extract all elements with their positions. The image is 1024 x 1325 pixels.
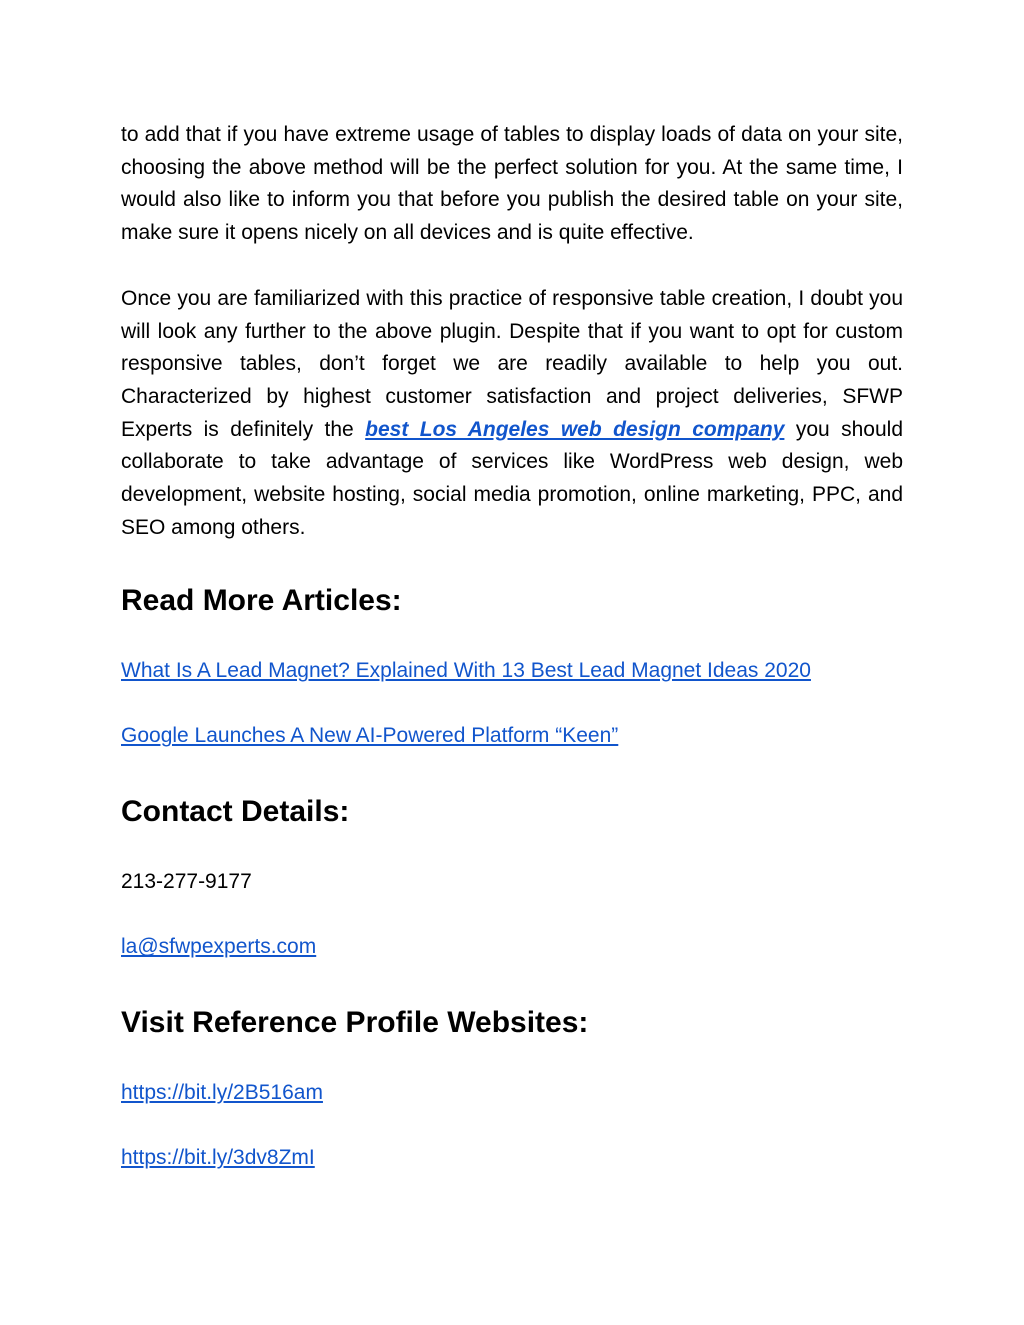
best-los-angeles-web-design-link[interactable]: best Los Angeles web design company [365,417,785,441]
paragraph-text-after-link: you should collaborate to take advantage of services like WordPress web design, web development, website hosting, social media promotion, online marketing, PPC, and SEO among others. [121,417,903,539]
google-keen-article-link[interactable]: Google Launches A New AI-Powered Platform “Keen” [121,724,619,748]
article-link-row [121,722,903,750]
article-link-row [121,657,903,685]
lead-magnet-article-link[interactable]: What Is A Lead Magnet? Explained With 13 Best Lead Magnet Ideas 2020 [121,659,811,683]
reference-link-row [121,1079,903,1107]
contact-email-link[interactable]: la@sfwpexperts.com [121,935,317,959]
reference-heading: Visit Reference Profile Websites: [121,1006,589,1040]
contact-heading: Contact Details: [121,795,350,829]
paragraph-text-before-link: Once you are familiarized with this practice of responsive table creation, I doubt you will look any further to the above plugin. Despite that if you want to opt for custom responsive tables, don’t forget we are readily available to help you out. Characterized by highest customer satisfaction and project deliveries, SFWP Experts is definitely the [121,286,903,441]
paragraph-table-method: to add that if you have extreme usage of tables to display loads of data on your site, choosing the above method will be the perfect solution for you. At the same time, I would also like to inform you that before you publish the desired table on your site, make sure it opens nicely on all devices and is quite effective. [121,123,903,245]
reference-link-2[interactable]: https://bit.ly/3dv8ZmI [121,1146,315,1170]
document-page [121,119,903,1172]
read-more-heading: Read More Articles: [121,584,402,618]
paragraph-responsive-tables [121,283,903,545]
reference-link-1[interactable]: https://bit.ly/2B516am [121,1081,323,1105]
contact-email-row [121,933,903,961]
contact-phone: 213-277-9177 [121,870,252,894]
reference-link-row [121,1144,903,1172]
